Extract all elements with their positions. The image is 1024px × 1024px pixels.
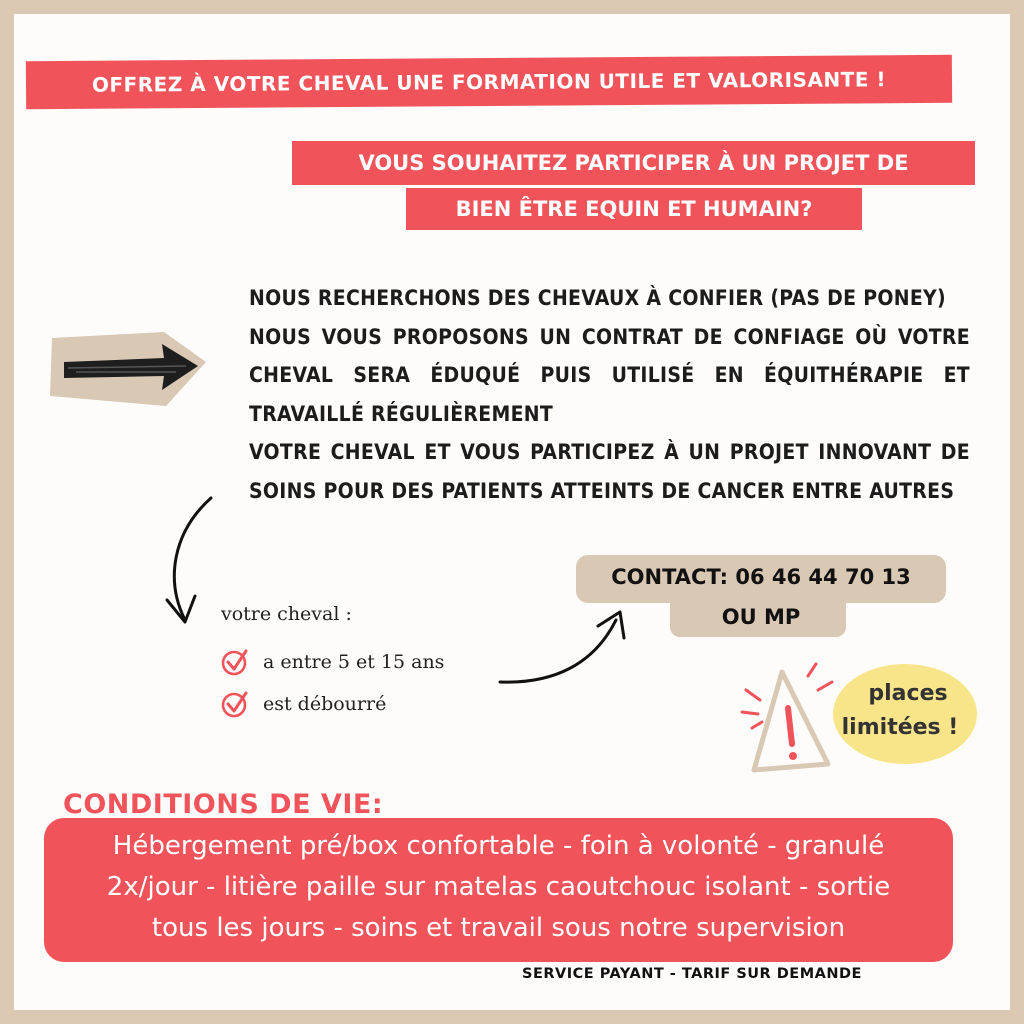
conditions-text (44, 826, 953, 949)
warning-triangle-icon (738, 660, 838, 780)
paragraph-contract: NOUS VOUS PROPOSONS UN CONTRAT DE CONFIAGE OÙ VOTRE CHEVAL SERA ÉDUQUÉ PUIS UTILISÉ EN ÉQUITHÉRAPIE ET TRAVAILLÉ RÉGULIÈREMENT (249, 324, 970, 426)
headline-banner: OFFREZ À VOTRE CHEVAL UNE FORMATION UTILE ET VALORISANTE ! (26, 55, 952, 109)
conditions-line: Hébergement pré/box confortable - foin à volonté - granulé (112, 831, 885, 861)
requirement-trained: est débourré (263, 693, 387, 715)
contact-box (576, 555, 946, 637)
curved-arrow-down-icon (155, 492, 225, 632)
check-circle-icon (219, 646, 251, 678)
requirement-item (219, 646, 444, 678)
description-text (249, 279, 970, 510)
paragraph-project: VOTRE CHEVAL ET VOUS PARTICIPEZ À UN PROJET INNOVANT DE SOINS POUR DES PATIENTS ATTEINTS DE CANCER ENTRE AUTRES (249, 440, 970, 503)
arrow-right-icon (46, 318, 212, 410)
conditions-line: tous les jours - soins et travail sous notre supervision (151, 913, 846, 943)
requirement-age: a entre 5 et 15 ans (263, 651, 445, 673)
places-limited-badge (830, 660, 980, 768)
badge-line1: places (868, 681, 948, 706)
requirement-item (219, 688, 386, 720)
badge-line2: limitées ! (841, 715, 959, 740)
requirements-title: votre cheval : (221, 603, 352, 625)
question-banner-line2: BIEN ÊTRE EQUIN ET HUMAIN? (406, 188, 862, 230)
check-circle-icon (219, 688, 251, 720)
question-banner-line1: VOUS SOUHAITEZ PARTICIPER À UN PROJET DE (292, 141, 975, 185)
contact-message: OU MP (721, 605, 801, 629)
paragraph-search: NOUS RECHERCHONS DES CHEVAUX À CONFIER (PAS DE PONEY) (249, 286, 946, 310)
conditions-line: 2x/jour - litière paille sur matelas caoutchouc isolant - sortie (106, 872, 891, 902)
conditions-title: CONDITIONS DE VIE: (63, 789, 384, 820)
contact-phone: CONTACT: 06 46 44 70 13 (611, 565, 911, 589)
footer-note: SERVICE PAYANT - TARIF SUR DEMANDE (522, 966, 862, 982)
